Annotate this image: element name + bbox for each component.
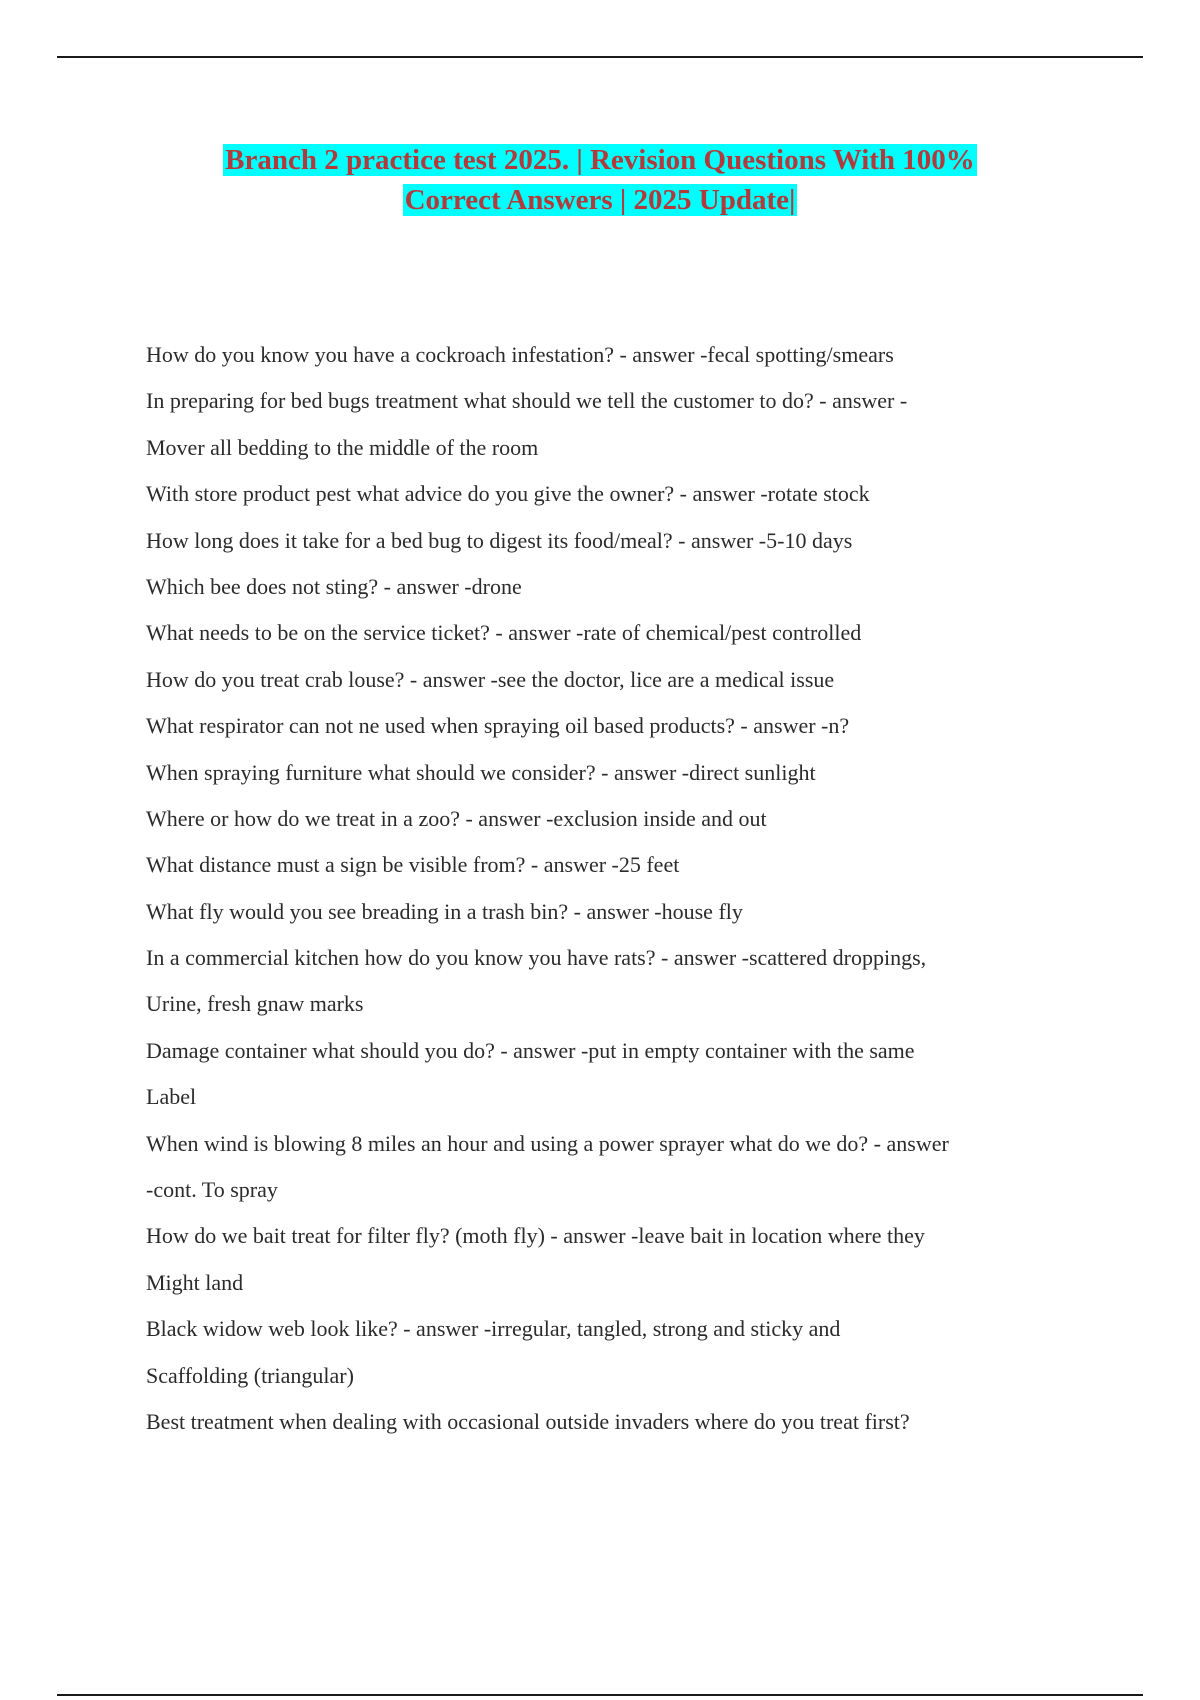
qa-line: How do we bait treat for filter fly? (moth fly) - answer -leave bait in location where they (146, 1223, 925, 1249)
qa-line: What distance must a sign be visible from? - answer -25 feet (146, 852, 680, 878)
qa-line: How do you know you have a cockroach infestation? - answer -fecal spotting/smears (146, 342, 894, 367)
qa-line: Label (146, 1084, 197, 1110)
qa-line: Might land (146, 1269, 244, 1295)
qa-line: With store product pest what advice do you give the owner? - answer -rotate stock (146, 481, 870, 507)
qa-line: Scaffolding (triangular) (146, 1362, 354, 1388)
title-line-1 (100, 140, 1100, 180)
qa-list (146, 332, 1046, 1445)
qa-line: Mover all bedding to the middle of the room (146, 434, 539, 460)
qa-line: What fly would you see breading in a trash bin? - answer -house fly (146, 898, 743, 924)
title-line-2-text: Correct Answers | 2025 Update| (404, 184, 796, 216)
qa-line: When spraying furniture what should we consider? - answer -direct sunlight (146, 759, 816, 785)
qa-line: What respirator can not ne used when spraying oil based products? - answer -n? (146, 713, 850, 739)
qa-line: -cont. To spray (146, 1177, 278, 1203)
title-line-2 (100, 180, 1100, 220)
qa-line: Black widow web look like? - answer -irregular, tangled, strong and sticky and (146, 1316, 841, 1342)
top-rule (57, 56, 1143, 58)
qa-line: When wind is blowing 8 miles an hour and using a power sprayer what do we do? - answer (146, 1130, 949, 1156)
qa-line: In a commercial kitchen how do you know you have rats? - answer -scattered droppings, (146, 945, 927, 971)
qa-line: What needs to be on the service ticket? - answer -rate of chemical/pest controlled (146, 620, 862, 646)
qa-line: Best treatment when dealing with occasional outside invaders where do you treat first? (146, 1408, 910, 1434)
document-title (100, 140, 1100, 220)
qa-line: How do you treat crab louse? - answer -see the doctor, lice are a medical issue (146, 666, 835, 692)
qa-line: In preparing for bed bugs treatment what should we tell the customer to do? - answer - (146, 388, 908, 414)
qa-line: Damage container what should you do? - answer -put in empty container with the same (146, 1037, 915, 1063)
title-line-1-text: Branch 2 practice test 2025. | Revision Questions With 100% (225, 144, 975, 176)
qa-line: Urine, fresh gnaw marks (146, 991, 364, 1017)
qa-line: How long does it take for a bed bug to digest its food/meal? - answer -5-10 days (146, 527, 853, 553)
qa-line: Where or how do we treat in a zoo? - answer -exclusion inside and out (146, 805, 767, 831)
qa-line: Which bee does not sting? - answer -drone (146, 573, 522, 599)
bottom-rule (57, 1694, 1143, 1696)
